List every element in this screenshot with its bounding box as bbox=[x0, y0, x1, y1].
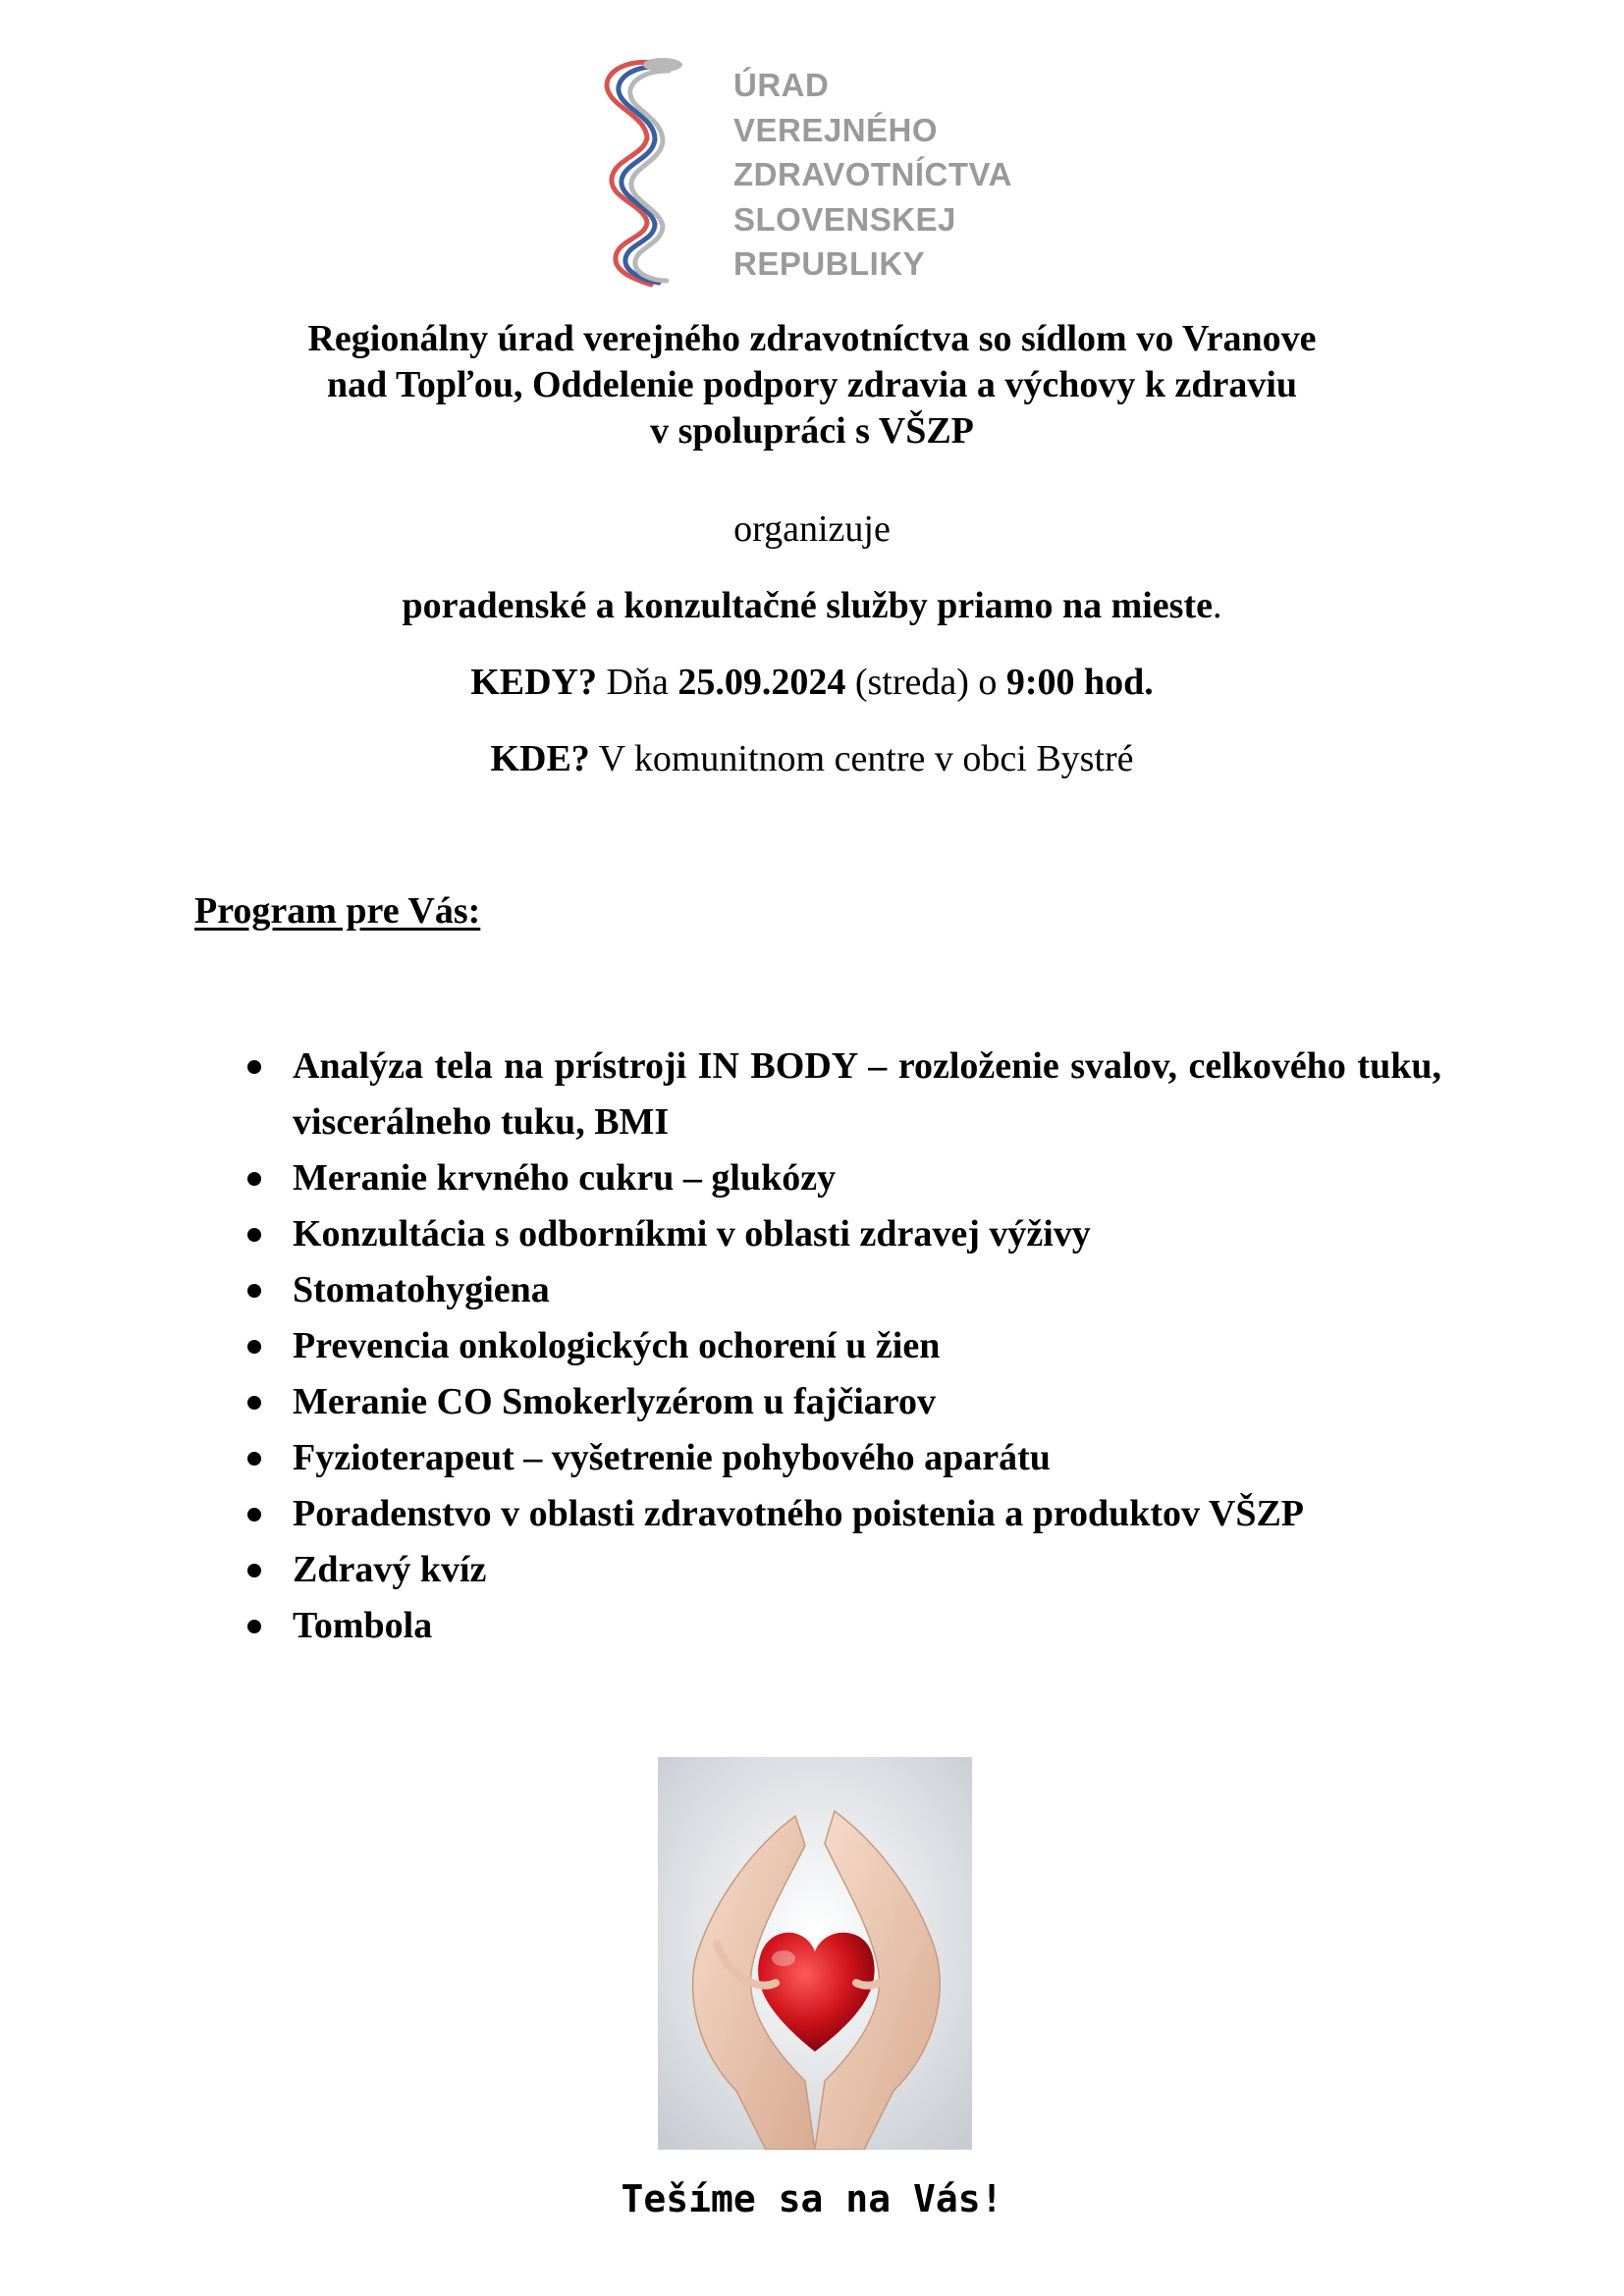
bullet-icon bbox=[247, 1620, 261, 1633]
services-tail: . bbox=[1212, 585, 1222, 626]
bullet-icon bbox=[247, 1452, 261, 1466]
list-item bbox=[244, 1430, 1441, 1486]
list-item-text: Prevencia onkologických ochorení u žien bbox=[293, 1325, 941, 1366]
list-item-text: Stomatohygiena bbox=[293, 1269, 550, 1310]
list-item-text: Meranie krvného cukru – glukózy bbox=[293, 1157, 837, 1199]
logo bbox=[594, 57, 1065, 293]
when-label: KEDY? bbox=[470, 662, 597, 703]
list-item-text: Konzultácia s odborníkmi v oblasti zdravej výživy bbox=[293, 1213, 1091, 1255]
bullet-icon bbox=[247, 1396, 261, 1410]
bullet-icon bbox=[247, 1564, 261, 1577]
heading-line: Regionálny úrad verejného zdravotníctva so sídlom vo Vranove bbox=[307, 318, 1317, 359]
where-label: KDE? bbox=[490, 738, 590, 779]
organizer-heading bbox=[147, 316, 1477, 454]
bullet-icon bbox=[247, 1060, 261, 1074]
logo-line: ZDRAVOTNÍCTVA bbox=[733, 156, 1012, 192]
where-text: V komunitnom centre v obci Bystré bbox=[589, 738, 1134, 779]
list-item bbox=[244, 1542, 1441, 1598]
logo-line: ÚRAD bbox=[733, 67, 830, 103]
organizuje-text: organizuje bbox=[733, 508, 891, 550]
list-item-text: Fyzioterapeut – vyšetrenie pohybového aparátu bbox=[293, 1437, 1051, 1478]
hands-heart-image bbox=[658, 1757, 972, 2150]
list-item-text: Zdravý kvíz bbox=[293, 1549, 487, 1590]
services-text: poradenské a konzultačné služby priamo na mieste bbox=[402, 585, 1213, 626]
bullet-icon bbox=[247, 1284, 261, 1298]
dna-helix-icon bbox=[594, 57, 692, 293]
list-item bbox=[244, 1374, 1441, 1430]
list-item bbox=[244, 1262, 1441, 1318]
list-item bbox=[244, 1039, 1441, 1150]
program-title: Program pre Vás: bbox=[194, 890, 481, 932]
when-mid: (streda) o bbox=[845, 662, 1006, 703]
logo-line: REPUBLIKY bbox=[733, 245, 926, 282]
where-line bbox=[147, 736, 1477, 781]
logo-line: VEREJNÉHO bbox=[733, 111, 939, 148]
list-item bbox=[244, 1150, 1441, 1206]
list-item-text: Meranie CO Smokerlyzérom u fajčiarov bbox=[293, 1381, 936, 1422]
list-item bbox=[244, 1318, 1441, 1374]
heading-line: v spolupráci s VŠZP bbox=[650, 410, 974, 452]
when-line bbox=[147, 660, 1477, 705]
bullet-icon bbox=[247, 1508, 261, 1522]
list-item bbox=[244, 1206, 1441, 1262]
list-item-text: Tombola bbox=[293, 1605, 433, 1646]
services-line bbox=[147, 583, 1477, 628]
logo-line: SLOVENSKEJ bbox=[733, 200, 956, 238]
logo-text bbox=[733, 63, 1012, 287]
when-pre-date: Dňa bbox=[597, 662, 678, 703]
program-list bbox=[244, 1039, 1441, 1654]
event-time: 9:00 hod. bbox=[1005, 662, 1154, 703]
list-item-text: Analýza tela na prístroji IN BODY – rozloženie svalov, celkového tuku, viscerálneho tuku, BMI bbox=[293, 1045, 1441, 1143]
bullet-icon bbox=[247, 1340, 261, 1354]
heading-line: nad Topľou, Oddelenie podpory zdravia a výchovy k zdraviu bbox=[326, 364, 1298, 405]
event-date: 25.09.2024 bbox=[677, 662, 846, 703]
bullet-icon bbox=[247, 1172, 261, 1186]
list-item-text: Poradenstvo v oblasti zdravotného poistenia a produktov VŠZP bbox=[293, 1493, 1305, 1534]
list-item bbox=[244, 1598, 1441, 1654]
closing-text: Tešíme sa na Vás! bbox=[621, 2177, 1003, 2220]
bullet-icon bbox=[247, 1228, 261, 1242]
list-item bbox=[244, 1486, 1441, 1542]
